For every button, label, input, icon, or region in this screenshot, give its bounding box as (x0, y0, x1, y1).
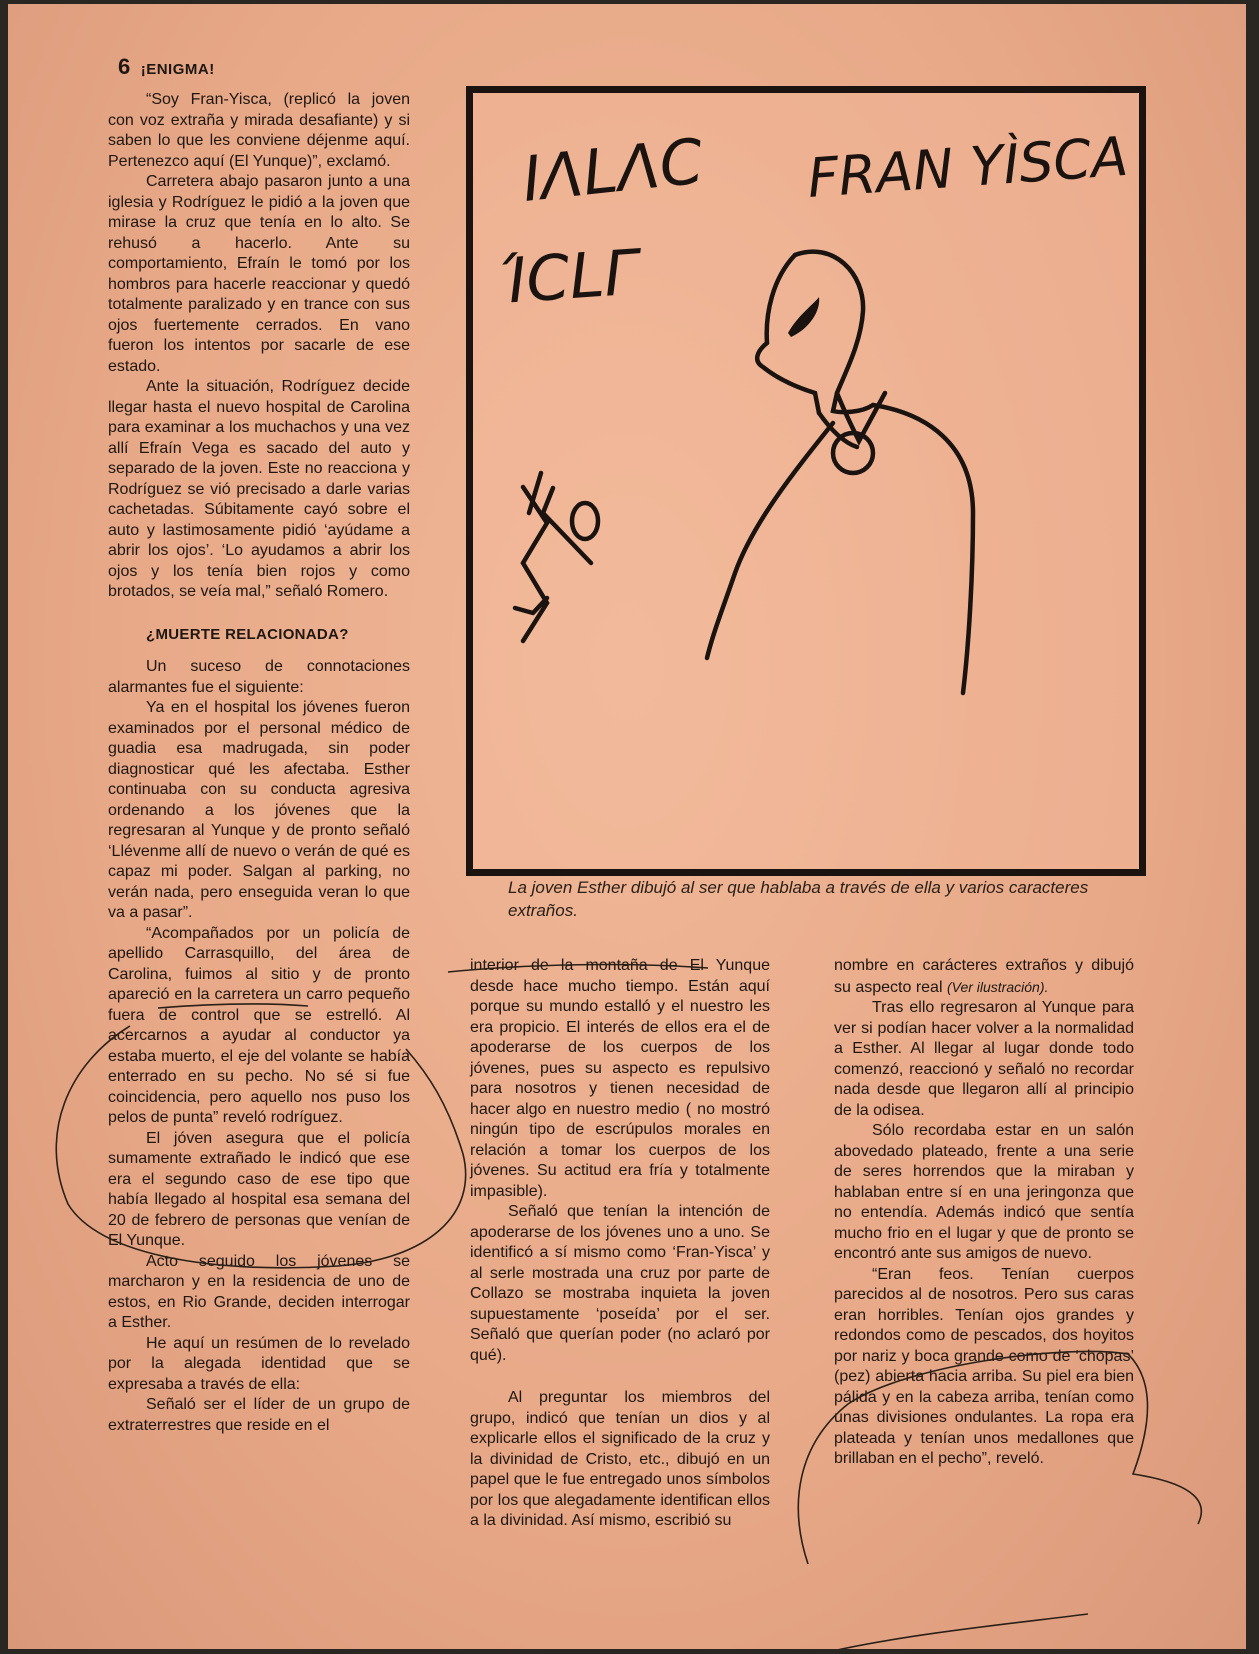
illustration-reference: (Ver ilustración). (946, 978, 1049, 995)
handwriting-glyphs-1: ΙΛLΛC (518, 124, 707, 216)
paragraph: Tras ello regresaron al Yunque para ver si podían hacer volver a la normalidad a Esther. Al llegar al lugar donde todo comenzó, reaccionó y señaló no recordar nada desde que llegaron allí al principio de la odisea. (834, 999, 1134, 1119)
alien-figure (515, 252, 973, 693)
paragraph: “Acompañados por un policía de apellido Carrasquillo, del área de Carolina, fuimos al sitio y de pronto apareció en la carretera un carro pequeño fuera de control que se estrelló. Al acercarnos a ayudar al conductor ya estaba muerto, el eje del volante se había enterrado en su pecho. No sé si fue coincidencia, pero aquello nos puso los pelos de punta” reveló rodríguez. (108, 924, 410, 1126)
column-2 (470, 956, 770, 1532)
paragraph: Sólo recordaba estar en un salón abovedado plateado, frente a una serie de seres horrendos que la miraban y hablaban entre sí en una jeringonza que no entendía. Además indicó que sentía mucho frio en el lugar y que de pronto se encontró ante sus amigos de nuevo. (834, 1122, 1134, 1262)
magazine-page (8, 4, 1246, 1649)
alien-drawing (473, 93, 1139, 869)
medallion (833, 433, 873, 473)
paragraph: Al preguntar los miembros del grupo, indicó que tenían un dios y al explicarle ellos el significado de la cruz y la divinidad de Cristo, etc., dibujó en un papel que le fue entregado unos símbolos por los que alegadamente identifican ellos a la divinidad. Así mismo, escribió su (470, 1389, 770, 1529)
symbol-glyph (529, 473, 591, 563)
alien-back (873, 405, 973, 693)
alien-face (757, 255, 819, 413)
paragraph: Acto seguido los jóvenes se marcharon y en la residencia de uno de estos, en Rio Grande, deciden interrogar a Esther. (108, 1252, 410, 1331)
paragraph (834, 956, 1134, 998)
paragraph: Señaló que tenían la intención de apoderarse de los jóvenes uno a uno. Se identificó a sí mismo como ‘Fran-Yisca’ y al serle mostrada una cruz por parte de Collazo se mostraba inquieta la joven supuestamente ‘poseída’ por el ser. Señaló que querían poder (no aclaró por qué). (470, 1203, 770, 1364)
paragraph-text: nombre en carácteres extraños y dibujó su aspecto real (834, 957, 1134, 996)
paragraph: El jóven asegura que el policía sumamente extrañado le indicó que ese era el segundo caso de ese tipo que había llegado al hospital esa semana del 20 de febrero de personas que venían de El Yunque. (108, 1129, 410, 1249)
symbol-circle (572, 503, 598, 539)
paragraph: Ante la situación, Rodríguez decide llegar hasta el nuevo hospital de Carolina para examinar a los muchachos y una vez allí Efraín Vega es sacado del auto y separado de la joven. Este no reacciona y Rodríguez se vió precisado a darle varias cachetadas. Súbitamente cayó sobre el auto y lastimosamente pidió ‘ayúdame a abrir los ojos’. ‘Lo ayudamos a abrir los ojos y los tenía bien rojos y como brotados, se veía mal,” señaló Romero. (108, 378, 410, 600)
subheading: ¿MUERTE RELACIONADA? (146, 625, 349, 643)
illustration-frame (466, 86, 1146, 876)
alien-chest (707, 423, 833, 658)
paragraph: Un suceso de connotaciones alarmantes fue el siguiente: (108, 658, 410, 696)
section-title: ¡ENIGMA! (140, 61, 215, 78)
paragraph: “Eran feos. Tenían cuerpos parecidos al de nosotros. Pero sus caras eran horribles. Tenían ojos grandes y redondos como de pescados, dos hoyitos por nariz y boca grande como de ‘chopas’ (pez) abierta hacia arriba. Su piel era bien pálida y en la cabeza arriba, tenían como unas divisiones ondulantes. La ropa era plateada y tenían unos medallones que brillaban en el pecho”, reveló. (834, 1265, 1134, 1467)
paragraph: Señaló ser el líder de un grupo de extraterrestres que reside en el (108, 1396, 410, 1434)
paragraph: “Soy Fran-Yisca, (replicó la joven con voz extraña y mirada desafiante) y si saben lo que les conviene déjenme aquí. Pertenezco aquí (El Yunque)”, exclamó. (108, 91, 410, 170)
paragraph: Ya en el hospital los jóvenes fueron examinados por el personal médico de guadia esa madrugada, sin poder diagnosticar qué les afectaba. Esther continuaba con su conducta agresiva ordenando a los jóvenes que la regresaran al Yunque y de pronto señaló ‘Llévenme allí de nuevo o verán de qué es capaz mi poder. Salgan al parking, no verán nada, pero enseguida veran lo que va a pasar”. (108, 699, 410, 921)
page-header (118, 54, 215, 80)
paragraph: interior de la montaña de El Yunque desde hace mucho tiempo. Están aquí porque su mundo estalló y el nuestro les era propicio. El interés de ellos era el de apoderarse de los cuerpos de los jóvenes, pues su aspecto es repulsivo para nosotros y tienen necesidad de hacer algo en nuestro medio ( no mostró ningún tipo de escrúpulos morales en relación a tomar los cuerpos de los jóvenes. Su actitud era fría y totalmente impasible). (470, 957, 770, 1200)
page-number: 6 (118, 54, 131, 79)
column-1 (108, 90, 410, 1436)
figure-caption: La joven Esther dibujó al ser que hablaba a través de ella y varios caracteres extraños. (508, 878, 1089, 920)
paragraph: He aquí un resúmen de lo revelado por la alegada identidad que se expresaba a través de ella: (108, 1334, 410, 1393)
handwriting-fran-yisca: FRAN YÌSCA (805, 124, 1131, 210)
handwriting-glyphs-2: ΊCLΓ (496, 235, 642, 318)
column-3 (834, 956, 1134, 1470)
alien-eye (788, 297, 819, 337)
paragraph: Carretera abajo pasaron junto a una iglesia y Rodríguez le pidió a la joven que mirase la cruz que tenía en lo alto. Se rehusó a hacerlo. Ante su comportamiento, Efraín le tomó por los hombros para hacerle reaccionar y quedó totalmente paralizado y en trance con sus ojos fuertemente cerrados. En vano fueron los intentos por sacarle de ese estado. (108, 173, 410, 375)
